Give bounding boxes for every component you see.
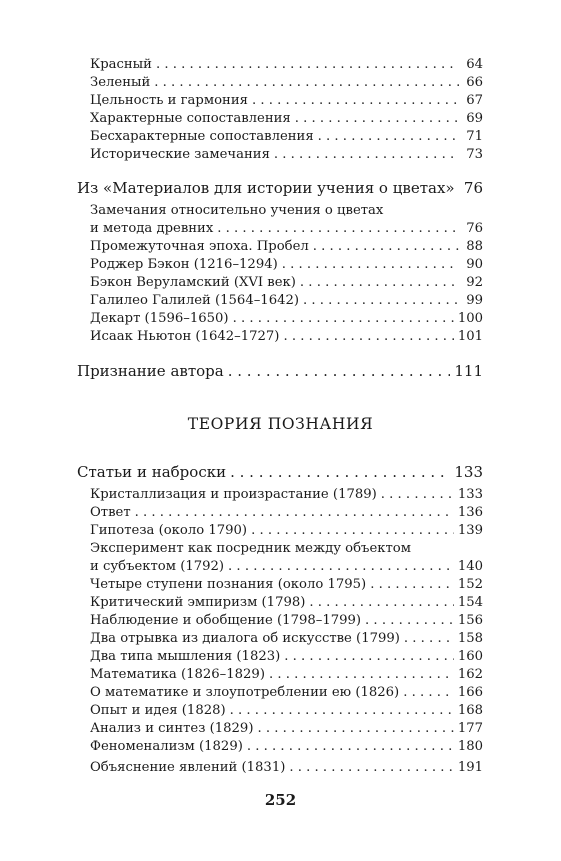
toc-leader [309, 595, 453, 610]
toc-entry-page: 154 [457, 595, 483, 610]
toc-entry [90, 613, 483, 628]
toc-entry [90, 739, 483, 754]
toc-entry [90, 93, 483, 108]
toc-entry-page: 71 [466, 129, 483, 144]
toc-entry-title: Объяснение явлений (1831) [90, 760, 286, 775]
toc-entry [90, 329, 483, 344]
toc-entry-page: 191 [457, 760, 483, 775]
toc-entry [90, 559, 483, 574]
toc-leader [313, 239, 459, 254]
toc-entry-title: Четыре ступени познания (около 1795) [90, 577, 367, 592]
toc-section-title: Из «Материалов для истории учения о цветах» [77, 179, 455, 197]
toc-entry-page: 136 [457, 505, 483, 520]
toc-leader [283, 329, 453, 344]
toc-entry-title: Зеленый [90, 75, 151, 90]
toc-leader [295, 111, 459, 126]
toc-leader [228, 559, 454, 574]
toc-entry-title: Гипотеза (около 1790) [90, 523, 248, 538]
toc-entry-page: 162 [457, 667, 483, 682]
toc-section-title: Признание автора [77, 362, 224, 380]
toc-entry-page: 160 [457, 649, 483, 664]
toc-entry [90, 721, 483, 736]
toc-entry-title: Галилео Галилей (1564–1642) [90, 293, 300, 308]
toc-entry-title: Цельность и гармония [90, 93, 248, 108]
toc-entry-title: Характерные сопоставления [90, 111, 291, 126]
toc-entry-title: Исторические замечания [90, 147, 270, 162]
toc-entry-title: Бесхарактерные сопоставления [90, 129, 314, 144]
toc-leader [228, 362, 451, 380]
toc-entry [90, 523, 483, 538]
toc-leader [269, 667, 454, 682]
part-heading: ТЕОРИЯ ПОЗНАНИЯ [187, 415, 374, 433]
toc-entry-title: Эксперимент как посредник между объектом [90, 541, 411, 556]
toc-entry-page: 180 [457, 739, 483, 754]
toc-entry-page: 101 [457, 329, 483, 344]
toc-entry-page: 66 [466, 75, 483, 90]
toc-entry [90, 239, 483, 254]
toc-entry-title: Математика (1826–1829) [90, 667, 265, 682]
toc-entry-page: 64 [466, 57, 483, 72]
toc-section-heading [77, 463, 483, 481]
toc-entry-title: Замечания относительно учения о цветах [90, 203, 384, 218]
toc-leader [303, 293, 459, 308]
toc-entry [90, 703, 483, 718]
toc-leader [251, 523, 454, 538]
toc-entry [90, 111, 483, 126]
toc-leader [233, 311, 454, 326]
toc-entry-page: 166 [457, 685, 483, 700]
toc-leader [370, 577, 454, 592]
toc-entry-page: 67 [466, 93, 483, 108]
toc-leader [404, 631, 454, 646]
toc-entry [90, 760, 483, 775]
toc-leader [247, 739, 454, 754]
toc-entry-title: Декарт (1596–1650) [90, 311, 229, 326]
toc-section-heading [77, 179, 483, 197]
toc-entry-page: 92 [466, 275, 483, 290]
toc-entry-title: Ответ [90, 505, 131, 520]
toc-entry [90, 311, 483, 326]
toc-entry-page: 139 [457, 523, 483, 538]
toc-entry [90, 293, 483, 308]
toc-leader [365, 613, 454, 628]
toc-entry-title: Кристаллизация и произрастание (1789) [90, 487, 377, 502]
toc-entry-page: 177 [457, 721, 483, 736]
page-number: 252 [264, 791, 297, 809]
toc-leader [217, 221, 459, 236]
toc-entry-page: 133 [457, 487, 483, 502]
toc-entry-page: 88 [466, 239, 483, 254]
toc-entry-title: Красный [90, 57, 152, 72]
toc-leader [289, 760, 453, 775]
toc-section-page: 111 [454, 362, 483, 380]
toc-entry [90, 667, 483, 682]
toc-entry [90, 505, 483, 520]
toc-entry-title: Два типа мышления (1823) [90, 649, 281, 664]
toc-entry [90, 631, 483, 646]
toc-entry [90, 685, 483, 700]
toc-entry-title: Бэкон Веруламский (XVI век) [90, 275, 296, 290]
toc-section-title: Статьи и наброски [77, 463, 227, 481]
toc-entry-title: Роджер Бэкон (1216–1294) [90, 257, 278, 272]
toc-entry-title: Исаак Ньютон (1642–1727) [90, 329, 280, 344]
toc-leader [135, 505, 454, 520]
toc-section-heading [77, 362, 483, 380]
toc-entry-title: О математике и злоупотреблении ею (1826) [90, 685, 400, 700]
toc-leader [274, 147, 459, 162]
toc-entry-page: 168 [457, 703, 483, 718]
toc-entry-title: Критический эмпиризм (1798) [90, 595, 306, 610]
toc-leader [154, 75, 459, 90]
toc-leader [257, 721, 453, 736]
toc-entry-title: Промежуточная эпоха. Пробел [90, 239, 309, 254]
toc-leader [230, 463, 450, 481]
toc-entry [90, 57, 483, 72]
toc-entry-title: и субъектом (1792) [90, 559, 225, 574]
toc-entry-page: 76 [466, 221, 483, 236]
toc-entry [90, 487, 483, 502]
toc-entry [90, 257, 483, 272]
toc-leader [156, 57, 459, 72]
toc-entry-title: Наблюдение и обобщение (1798–1799) [90, 613, 362, 628]
toc-leader [282, 257, 459, 272]
toc-entry [90, 275, 483, 290]
toc-entry-title: Опыт и идея (1828) [90, 703, 226, 718]
toc-entry-title: и метода древних [90, 221, 214, 236]
toc-entry-page: 90 [466, 257, 483, 272]
toc-entry [90, 221, 483, 236]
toc-entry [90, 577, 483, 592]
toc-entry [90, 595, 483, 610]
toc-entry-title: Феноменализм (1829) [90, 739, 243, 754]
toc-entry [90, 649, 483, 664]
toc-leader [300, 275, 459, 290]
toc-entry-page: 156 [457, 613, 483, 628]
toc-entry-page: 69 [466, 111, 483, 126]
toc-entry [90, 75, 483, 90]
toc-section-page: 133 [454, 463, 483, 481]
toc-entry [90, 129, 483, 144]
toc-entry-page: 140 [457, 559, 483, 574]
toc-entry-page: 99 [466, 293, 483, 308]
toc-entry-page: 152 [457, 577, 483, 592]
toc-entry-title: Два отрывка из диалога об искусстве (1799) [90, 631, 400, 646]
toc-leader [381, 487, 454, 502]
toc-leader [284, 649, 454, 664]
toc-entry-page: 100 [457, 311, 483, 326]
toc-entry-page: 73 [466, 147, 483, 162]
toc-entry-page: 158 [457, 631, 483, 646]
toc-leader [318, 129, 459, 144]
toc-leader [230, 703, 454, 718]
toc-entry [90, 147, 483, 162]
toc-section-page: 76 [463, 179, 483, 197]
toc-leader [252, 93, 459, 108]
toc-entry-title: Анализ и синтез (1829) [90, 721, 254, 736]
toc-leader [403, 685, 454, 700]
